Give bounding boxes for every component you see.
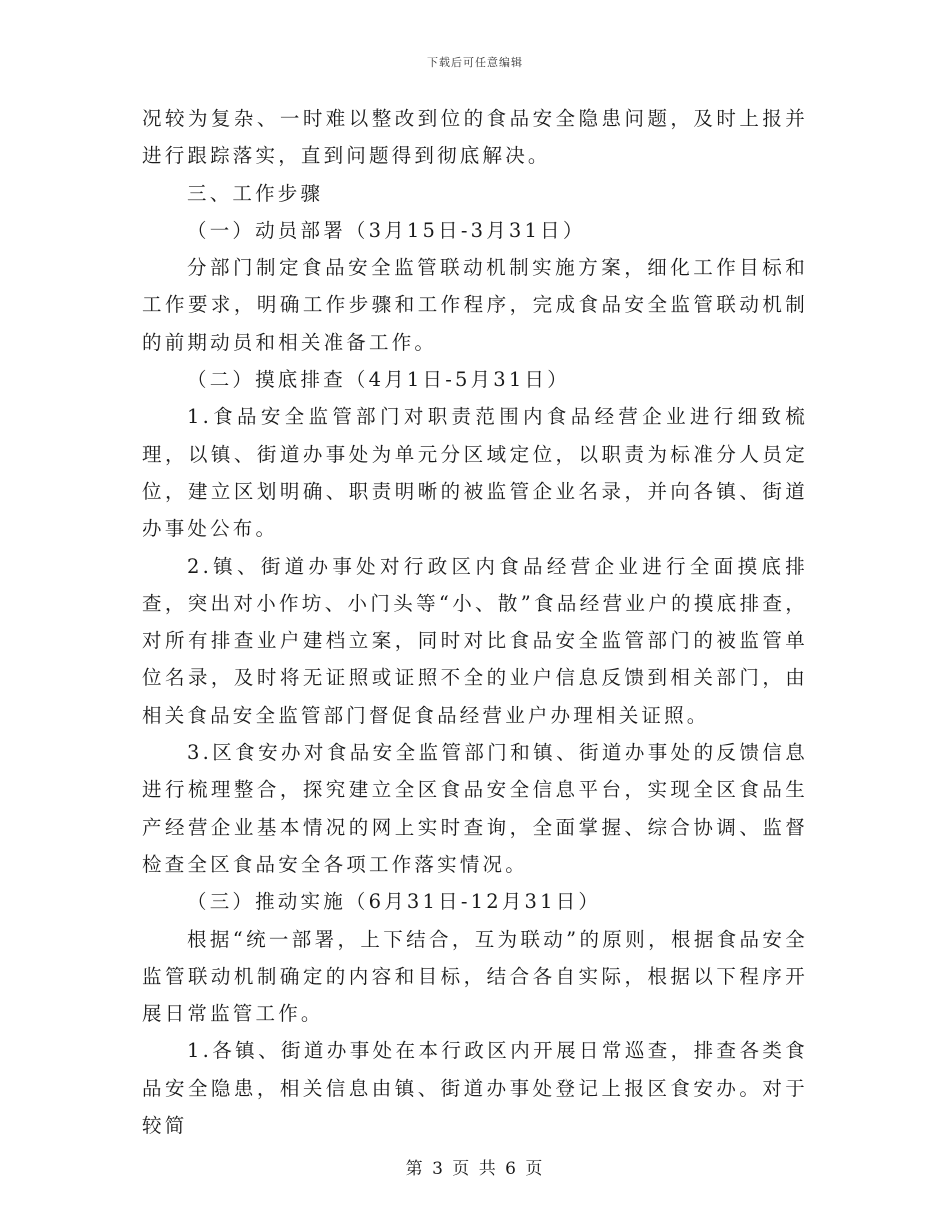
page-footer: 第 3 页 共 6 页 xyxy=(405,1159,545,1179)
paragraph-item-1: 1.食品安全监管部门对职责范围内食品经营企业进行细致梳理，以镇、街道办事处为单元分区域定位，以职责为标准分人员定位，建立区划明确、职责明晰的被监管企业名录，并向各镇、街道办事处公布。 xyxy=(142,405,808,541)
page-header: 下载后可任意编辑 xyxy=(427,56,523,69)
subheading-mobilization: （一）动员部署（3月15日-3月31日） xyxy=(187,218,586,242)
paragraph-implementation-item-1: 1.各镇、街道办事处在本行政区内开展日常巡查，排查各类食品安全隐患，相关信息由镇、街道办事处登记上报区食安办。对于较简 xyxy=(142,1039,808,1138)
subheading-investigation: （二）摸底排查（4月1日-5月31日） xyxy=(187,368,570,392)
paragraph-item-2: 2.镇、街道办事处对行政区内食品经营企业进行全面摸底排查，突出对小作坊、小门头等“小、散”食品经营业户的摸底排查，对所有排查业户建档立案，同时对比食品安全监管部门的被监管单位名录，及时将无证照或证照不全的业户信息反馈到相关部门，由相关食品安全监管部门督促食品经营业户办理相关证照。 xyxy=(142,554,808,727)
paragraph-item-3: 3.区食安办对食品安全监管部门和镇、街道办事处的反馈信息进行梳理整合，探究建立全区食品安全信息平台，实现全区食品生产经营企业基本情况的网上实时查询，全面掌握、综合协调、监督检查全区食品安全各项工作落实情况。 xyxy=(142,741,808,876)
paragraph-continuation: 况较为复杂、一时难以整改到位的食品安全隐患问题，及时上报并进行跟踪落实，直到问题得到彻底解决。 xyxy=(142,107,808,168)
paragraph-mobilization: 分部门制定食品安全监管联动机制实施方案，细化工作目标和工作要求，明确工作步骤和工作程序，完成食品安全监管联动机制的前期动员和相关准备工作。 xyxy=(142,256,808,354)
document-body xyxy=(142,100,808,1144)
section-heading-work-steps: 三、工作步骤 xyxy=(187,181,324,205)
subheading-implementation: （三）推动实施（6月31日-12月31日） xyxy=(187,890,602,914)
paragraph-principle: 根据“统一部署，上下结合，互为联动”的原则，根据食品安全监管联动机制确定的内容和目标，结合各自实际，根据以下程序开展日常监管工作。 xyxy=(142,927,808,1026)
